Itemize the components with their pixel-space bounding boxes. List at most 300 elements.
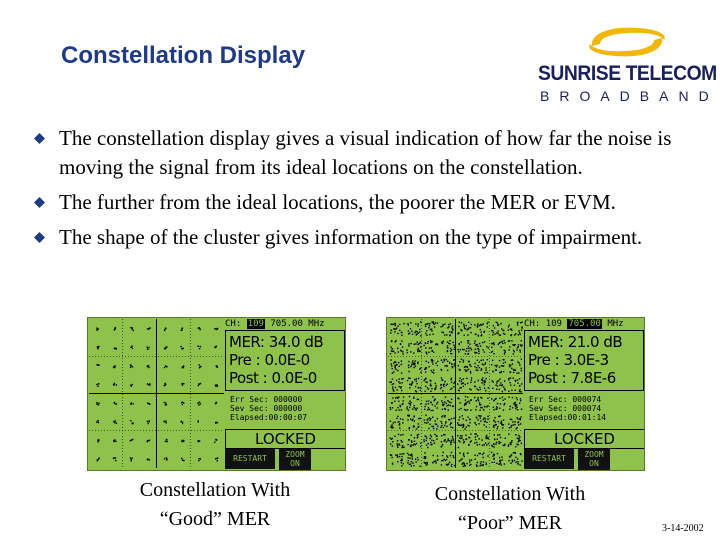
symbol-point — [132, 458, 133, 459]
symbol-point — [499, 342, 500, 343]
symbol-point — [450, 323, 451, 324]
symbol-point — [462, 349, 463, 350]
symbol-point — [453, 442, 454, 443]
symbol-point — [471, 460, 472, 461]
symbol-point — [492, 371, 493, 372]
symbol-point — [424, 441, 425, 442]
symbol-point — [510, 384, 511, 385]
symbol-point — [114, 422, 115, 423]
symbol-point — [470, 433, 471, 434]
symbol-point — [475, 459, 476, 460]
symbol-point — [430, 380, 431, 381]
symbol-point — [495, 369, 496, 370]
bullet-item — [34, 188, 704, 217]
symbol-point — [480, 420, 481, 421]
symbol-point — [442, 409, 443, 410]
symbol-point — [521, 370, 522, 371]
symbol-point — [447, 350, 448, 351]
symbol-point — [114, 348, 115, 349]
symbol-point — [450, 389, 451, 390]
symbol-point — [484, 363, 485, 364]
symbol-point — [449, 424, 450, 425]
symbol-point — [442, 444, 443, 445]
caption-line: Constellation With — [139, 479, 291, 501]
symbol-point — [517, 324, 518, 325]
symbol-point — [435, 322, 436, 323]
symbol-point — [132, 348, 133, 349]
symbol-point — [453, 455, 454, 456]
symbol-point — [410, 463, 411, 464]
symbol-point — [426, 330, 427, 331]
symbol-point — [429, 424, 430, 425]
symbol-point — [445, 359, 446, 360]
symbol-point — [402, 419, 403, 420]
symbol-point — [518, 435, 519, 436]
symbol-point — [451, 349, 452, 350]
symbol-point — [165, 441, 166, 442]
symbol-point — [113, 458, 114, 459]
symbol-point — [493, 332, 494, 333]
symbol-point — [499, 334, 500, 335]
symbol-point — [493, 427, 494, 428]
symbol-point — [435, 344, 436, 345]
symbol-point — [520, 400, 521, 401]
symbol-point — [511, 440, 512, 441]
symbol-point — [408, 333, 409, 334]
symbol-point — [470, 382, 471, 383]
sev-sec: Sev Sec: 000000 — [230, 404, 303, 413]
symbol-point — [133, 403, 134, 404]
symbol-point — [467, 340, 468, 341]
symbol-point — [436, 403, 437, 404]
zoom-button[interactable] — [578, 449, 610, 470]
symbol-point — [199, 348, 200, 349]
symbol-point — [392, 445, 393, 446]
bullet-text: The shape of the cluster gives information on the type of impairment. — [59, 225, 643, 249]
symbol-point — [411, 441, 412, 442]
symbol-point — [502, 424, 503, 425]
symbol-point — [97, 364, 98, 365]
symbol-point — [499, 360, 500, 361]
symbol-point — [437, 425, 438, 426]
symbol-point — [511, 425, 512, 426]
symbol-point — [502, 343, 503, 344]
symbol-point — [459, 425, 460, 426]
symbol-point — [517, 463, 518, 464]
symbol-point — [508, 445, 509, 446]
symbol-point — [418, 434, 419, 435]
symbol-point — [420, 387, 421, 388]
symbol-point — [397, 348, 398, 349]
symbol-point — [477, 462, 478, 463]
symbol-point — [429, 419, 430, 420]
symbol-point — [518, 344, 519, 345]
symbol-point — [434, 326, 435, 327]
symbol-point — [418, 323, 419, 324]
symbol-point — [444, 425, 445, 426]
symbol-point — [427, 447, 428, 448]
good-caption — [100, 476, 330, 534]
symbol-point — [441, 332, 442, 333]
symbol-point — [481, 439, 482, 440]
symbol-point — [493, 458, 494, 459]
symbol-point — [447, 440, 448, 441]
symbol-point — [428, 366, 429, 367]
symbol-point — [502, 341, 503, 342]
symbol-point — [486, 378, 487, 379]
symbol-point — [412, 409, 413, 410]
symbol-point — [396, 364, 397, 365]
symbol-point — [505, 438, 506, 439]
symbol-point — [451, 441, 452, 442]
symbol-point — [503, 333, 504, 334]
symbol-point — [433, 426, 434, 427]
symbol-point — [479, 465, 480, 466]
symbol-point — [510, 365, 511, 366]
symbol-point — [399, 386, 400, 387]
symbol-point — [469, 437, 470, 438]
symbol-point — [418, 387, 419, 388]
symbol-point — [463, 418, 464, 419]
symbol-point — [435, 385, 436, 386]
symbol-point — [181, 329, 182, 330]
symbol-point — [428, 352, 429, 353]
symbol-point — [97, 441, 98, 442]
symbol-point — [391, 457, 392, 458]
symbol-point — [519, 390, 520, 391]
poor-mer-screen — [386, 317, 645, 471]
symbol-point — [457, 435, 458, 436]
symbol-point — [497, 426, 498, 427]
symbol-point — [512, 421, 513, 422]
symbol-point — [443, 332, 444, 333]
symbol-point — [434, 443, 435, 444]
symbol-point — [451, 379, 452, 380]
symbol-point — [491, 445, 492, 446]
symbol-point — [467, 425, 468, 426]
symbol-point — [480, 415, 481, 416]
symbol-point — [512, 407, 513, 408]
symbol-point — [480, 329, 481, 330]
symbol-point — [475, 409, 476, 410]
symbol-point — [437, 407, 438, 408]
symbol-point — [459, 441, 460, 442]
symbol-point — [471, 440, 472, 441]
symbol-point — [397, 325, 398, 326]
symbol-point — [180, 346, 181, 347]
symbol-point — [461, 425, 462, 426]
symbol-point — [517, 361, 518, 362]
symbol-point — [460, 459, 461, 460]
symbol-point — [498, 421, 499, 422]
symbol-point — [474, 442, 475, 443]
symbol-point — [494, 417, 495, 418]
symbol-point — [476, 424, 477, 425]
symbol-point — [448, 438, 449, 439]
symbol-point — [130, 367, 131, 368]
symbol-point — [98, 440, 99, 441]
symbol-point — [499, 389, 500, 390]
symbol-point — [464, 403, 465, 404]
symbol-point — [515, 457, 516, 458]
symbol-point — [391, 350, 392, 351]
symbol-point — [181, 383, 182, 384]
symbol-point — [182, 423, 183, 424]
symbol-point — [433, 461, 434, 462]
symbol-point — [478, 351, 479, 352]
symbol-point — [425, 347, 426, 348]
symbol-point — [516, 444, 517, 445]
symbol-point — [397, 445, 398, 446]
symbol-point — [392, 372, 393, 373]
symbol-point — [464, 456, 465, 457]
symbol-point — [466, 420, 467, 421]
symbol-point — [391, 363, 392, 364]
symbol-point — [519, 378, 520, 379]
symbol-point — [217, 366, 218, 367]
symbol-point — [457, 333, 458, 334]
symbol-point — [493, 353, 494, 354]
symbol-point — [503, 365, 504, 366]
symbol-point — [469, 419, 470, 420]
symbol-point — [462, 361, 463, 362]
symbol-point — [392, 348, 393, 349]
symbol-point — [427, 409, 428, 410]
symbol-point — [500, 462, 501, 463]
symbol-point — [415, 386, 416, 387]
symbol-point — [409, 458, 410, 459]
symbol-point — [399, 409, 400, 410]
symbol-point — [420, 446, 421, 447]
symbol-point — [166, 404, 167, 405]
symbol-point — [398, 401, 399, 402]
symbol-point — [497, 381, 498, 382]
symbol-point — [401, 382, 402, 383]
symbol-point — [433, 370, 434, 371]
symbol-point — [416, 331, 417, 332]
symbol-point — [432, 360, 433, 361]
symbol-point — [483, 444, 484, 445]
symbol-point — [424, 435, 425, 436]
symbol-point — [469, 422, 470, 423]
symbol-point — [401, 340, 402, 341]
symbol-point — [487, 321, 488, 322]
symbol-point — [485, 464, 486, 465]
symbol-point — [517, 461, 518, 462]
symbol-point — [481, 360, 482, 361]
lock-status: LOCKED — [524, 429, 645, 449]
symbol-point — [448, 404, 449, 405]
symbol-point — [520, 453, 521, 454]
symbol-point — [392, 407, 393, 408]
symbol-point — [503, 400, 504, 401]
symbol-point — [398, 421, 399, 422]
symbol-point — [181, 421, 182, 422]
symbol-point — [482, 457, 483, 458]
symbol-point — [448, 324, 449, 325]
symbol-point — [463, 349, 464, 350]
symbol-point — [494, 327, 495, 328]
symbol-point — [510, 462, 511, 463]
symbol-point — [481, 368, 482, 369]
symbol-point — [463, 324, 464, 325]
symbol-point — [486, 426, 487, 427]
symbol-point — [466, 325, 467, 326]
symbol-point — [446, 366, 447, 367]
symbol-point — [518, 424, 519, 425]
symbol-point — [391, 426, 392, 427]
err-sec: Err Sec: 000074 — [529, 395, 602, 404]
symbol-point — [165, 328, 166, 329]
symbol-point — [147, 348, 148, 349]
symbol-point — [487, 405, 488, 406]
symbol-point — [415, 461, 416, 462]
elapsed-time: Elapsed:00:00:07 — [230, 413, 308, 422]
symbol-point — [197, 402, 198, 403]
symbol-point — [463, 424, 464, 425]
symbol-point — [200, 458, 201, 459]
symbol-point — [499, 372, 500, 373]
symbol-point — [461, 381, 462, 382]
symbol-point — [503, 330, 504, 331]
symbol-point — [468, 361, 469, 362]
symbol-point — [450, 334, 451, 335]
symbol-point — [481, 379, 482, 380]
symbol-point — [214, 441, 215, 442]
symbol-point — [430, 444, 431, 445]
symbol-point — [521, 340, 522, 341]
symbol-point — [148, 421, 149, 422]
constellation-grid — [388, 319, 523, 468]
symbol-point — [98, 422, 99, 423]
symbol-point — [451, 332, 452, 333]
symbol-point — [217, 422, 218, 423]
mer-box — [225, 330, 345, 391]
symbol-point — [512, 461, 513, 462]
symbol-point — [431, 330, 432, 331]
symbol-point — [419, 343, 420, 344]
symbol-point — [487, 398, 488, 399]
symbol-point — [465, 366, 466, 367]
symbol-point — [443, 341, 444, 342]
symbol-point — [197, 421, 198, 422]
symbol-point — [395, 454, 396, 455]
symbol-point — [448, 401, 449, 402]
symbol-point — [504, 353, 505, 354]
symbol-point — [460, 329, 461, 330]
symbol-point — [519, 332, 520, 333]
bullet-item — [34, 223, 704, 252]
symbol-point — [200, 366, 201, 367]
symbol-point — [414, 360, 415, 361]
symbol-point — [416, 378, 417, 379]
symbol-point — [409, 400, 410, 401]
symbol-point — [391, 341, 392, 342]
symbol-point — [503, 419, 504, 420]
symbol-point — [479, 444, 480, 445]
symbol-point — [429, 438, 430, 439]
symbol-point — [463, 386, 464, 387]
symbol-point — [440, 384, 441, 385]
symbol-point — [415, 343, 416, 344]
symbol-point — [454, 465, 455, 466]
symbol-point — [165, 420, 166, 421]
symbol-point — [147, 441, 148, 442]
symbol-point — [390, 437, 391, 438]
symbol-point — [468, 328, 469, 329]
symbol-point — [476, 442, 477, 443]
symbol-point — [514, 385, 515, 386]
symbol-point — [448, 326, 449, 327]
symbol-point — [513, 353, 514, 354]
zoom-button[interactable] — [279, 449, 311, 470]
zoom-label: ZOOM — [584, 450, 604, 459]
symbol-point — [447, 405, 448, 406]
symbol-point — [484, 384, 485, 385]
symbol-point — [463, 383, 464, 384]
symbol-point — [395, 328, 396, 329]
symbol-point — [463, 426, 464, 427]
symbol-point — [428, 362, 429, 363]
symbol-point — [495, 443, 496, 444]
symbol-point — [440, 427, 441, 428]
symbol-point — [479, 387, 480, 388]
restart-button[interactable]: RESTART — [524, 449, 574, 469]
restart-button[interactable]: RESTART — [225, 449, 275, 469]
symbol-point — [453, 359, 454, 360]
symbol-point — [390, 443, 391, 444]
symbol-point — [200, 346, 201, 347]
symbol-point — [503, 350, 504, 351]
symbol-point — [412, 462, 413, 463]
symbol-point — [475, 439, 476, 440]
symbol-point — [409, 387, 410, 388]
symbol-point — [491, 352, 492, 353]
symbol-point — [408, 324, 409, 325]
symbol-point — [493, 409, 494, 410]
symbol-point — [432, 417, 433, 418]
symbol-point — [450, 348, 451, 349]
symbol-point — [499, 415, 500, 416]
symbol-point — [463, 453, 464, 454]
symbol-point — [430, 340, 431, 341]
symbol-point — [449, 440, 450, 441]
symbol-point — [149, 384, 150, 385]
symbol-point — [434, 399, 435, 400]
symbol-point — [520, 344, 521, 345]
symbol-point — [164, 385, 165, 386]
symbol-point — [413, 426, 414, 427]
symbol-point — [147, 347, 148, 348]
symbol-point — [392, 368, 393, 369]
symbol-point — [501, 328, 502, 329]
symbol-point — [504, 463, 505, 464]
symbol-point — [397, 416, 398, 417]
symbol-point — [442, 405, 443, 406]
symbol-point — [513, 344, 514, 345]
symbol-point — [477, 326, 478, 327]
symbol-point — [517, 418, 518, 419]
symbol-point — [147, 459, 148, 460]
symbol-point — [485, 438, 486, 439]
symbol-point — [453, 418, 454, 419]
symbol-point — [501, 420, 502, 421]
symbol-point — [461, 435, 462, 436]
symbol-point — [464, 335, 465, 336]
symbol-point — [396, 397, 397, 398]
symbol-point — [513, 403, 514, 404]
symbol-point — [467, 453, 468, 454]
